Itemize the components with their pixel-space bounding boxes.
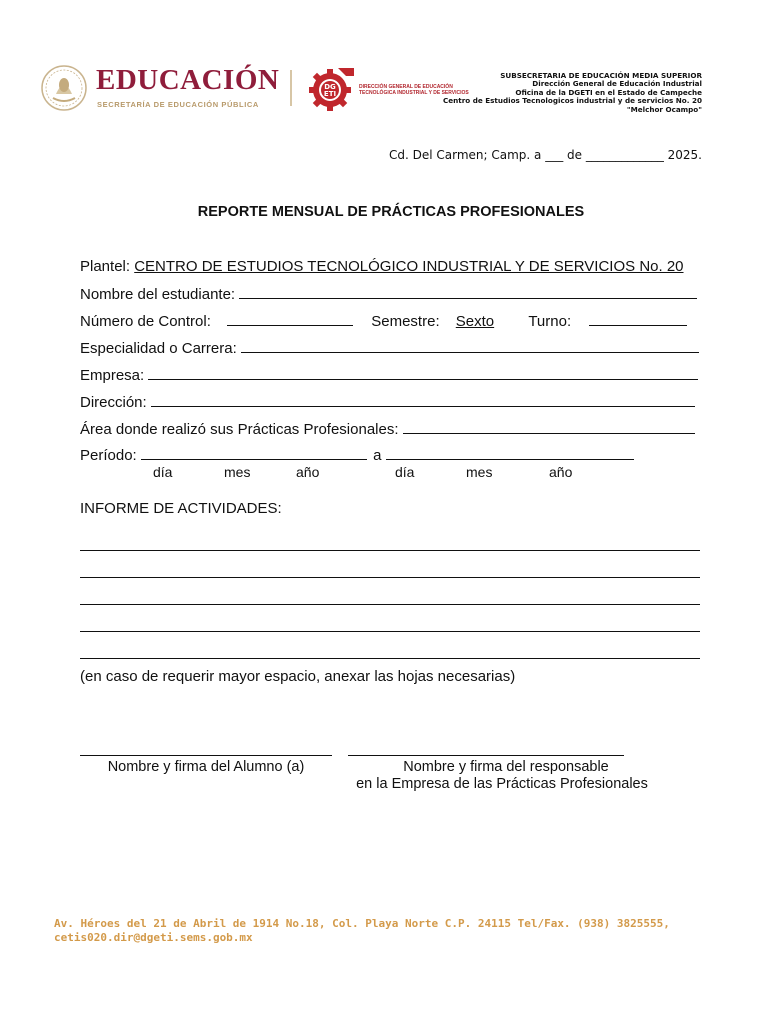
company-label: Empresa:	[80, 367, 145, 384]
responsible-signature-label-2: en la Empresa de las Prácticas Profesionales	[356, 776, 648, 792]
semester-label: Semestre:	[371, 313, 440, 330]
activities-note: (en caso de requerir mayor espacio, anexar las hojas necesarias)	[80, 668, 516, 685]
control-row	[80, 312, 702, 330]
shift-field[interactable]	[589, 312, 687, 326]
student-label: Nombre del estudiante:	[80, 286, 236, 303]
semester-value: Sexto	[455, 313, 495, 330]
address-label: Dirección:	[80, 394, 147, 411]
student-signature-label: Nombre y firma del Alumno (a)	[107, 759, 305, 775]
activities-line-3[interactable]	[80, 604, 700, 605]
footer-email: cetis020.dir@dgeti.sems.gob.mx	[54, 931, 253, 944]
plantel-label: Plantel:	[80, 258, 131, 275]
institution-line: SUBSECRETARIA DE EDUCACIÓN MEDIA SUPERIOR	[500, 71, 702, 80]
brand-subtitle: SECRETARÍA DE EDUCACIÓN PÚBLICA	[97, 100, 259, 109]
svg-text:ETI: ETI	[323, 90, 337, 98]
plantel-row	[80, 258, 684, 275]
period-end-day: día	[395, 464, 415, 480]
responsible-signature-label-1: Nombre y firma del responsable	[403, 759, 609, 775]
address-field[interactable]	[151, 393, 695, 407]
activities-line-1[interactable]	[80, 550, 700, 551]
period-start-year: año	[296, 464, 320, 480]
specialty-label: Especialidad o Carrera:	[80, 340, 237, 357]
activities-line-2[interactable]	[80, 577, 700, 578]
plantel-value: CENTRO DE ESTUDIOS TECNOLÓGICO INDUSTRIAL Y DE SERVICIOS No. 20	[134, 258, 684, 275]
document-title: REPORTE MENSUAL DE PRÁCTICAS PROFESIONALES	[197, 204, 585, 220]
header-divider	[290, 70, 292, 106]
footer-line-1: Av. Héroes del 21 de Abril de 1914 No.18, Col. Playa Norte C.P. 24115 Tel/Fax. (938) 3825555,	[54, 917, 670, 930]
student-name-field[interactable]	[239, 285, 697, 299]
institution-line: Centro de Estudios Tecnologicos industrial y de servicios No. 20	[443, 96, 702, 106]
svg-text:DG: DG	[324, 83, 336, 91]
control-label: Número de Control:	[80, 313, 211, 330]
student-signature-line[interactable]	[80, 755, 332, 756]
date-line: Cd. Del Carmen; Camp. a ___ de _____________ 2025.	[388, 148, 702, 162]
sep-educacion-logo	[40, 62, 290, 118]
period-a-label: a	[373, 447, 382, 464]
period-start-day: día	[153, 464, 173, 480]
company-field[interactable]	[148, 366, 698, 380]
student-row	[80, 285, 697, 303]
period-end-year: año	[549, 464, 573, 480]
activities-line-5[interactable]	[80, 658, 700, 659]
period-start-field[interactable]	[141, 446, 367, 460]
period-row	[80, 446, 634, 464]
period-start-month: mes	[224, 464, 251, 480]
period-label: Período:	[80, 447, 137, 464]
specialty-row	[80, 339, 699, 357]
specialty-field[interactable]	[241, 339, 699, 353]
brand-title: EDUCACIÓN	[96, 64, 280, 96]
institution-line: "Melchor Ocampo"	[626, 104, 702, 114]
dgeti-gear-icon	[308, 64, 356, 112]
control-number-field[interactable]	[227, 312, 353, 326]
area-field[interactable]	[403, 420, 695, 434]
address-row	[80, 393, 695, 411]
institution-info	[443, 72, 702, 114]
period-end-field[interactable]	[386, 446, 634, 460]
activities-heading: INFORME DE ACTIVIDADES:	[80, 500, 282, 517]
period-end-month: mes	[466, 464, 493, 480]
footer-address	[54, 917, 670, 945]
national-seal-icon	[40, 64, 88, 112]
institution-line: Dirección General de Educación Industrial	[532, 79, 702, 89]
company-row	[80, 366, 698, 384]
responsible-signature-line[interactable]	[348, 755, 624, 756]
activities-line-4[interactable]	[80, 631, 700, 632]
dgeti-text: DIRECCIÓN GENERAL DE EDUCACIÓN TECNOLÓGICA INDUSTRIAL Y DE SERVICIOS	[359, 84, 469, 96]
shift-label: Turno:	[528, 313, 572, 330]
area-label: Área donde realizó sus Prácticas Profesionales:	[80, 421, 399, 438]
area-row	[80, 420, 695, 438]
institution-line: Oficina de la DGETI en el Estado de Campeche	[515, 87, 702, 97]
